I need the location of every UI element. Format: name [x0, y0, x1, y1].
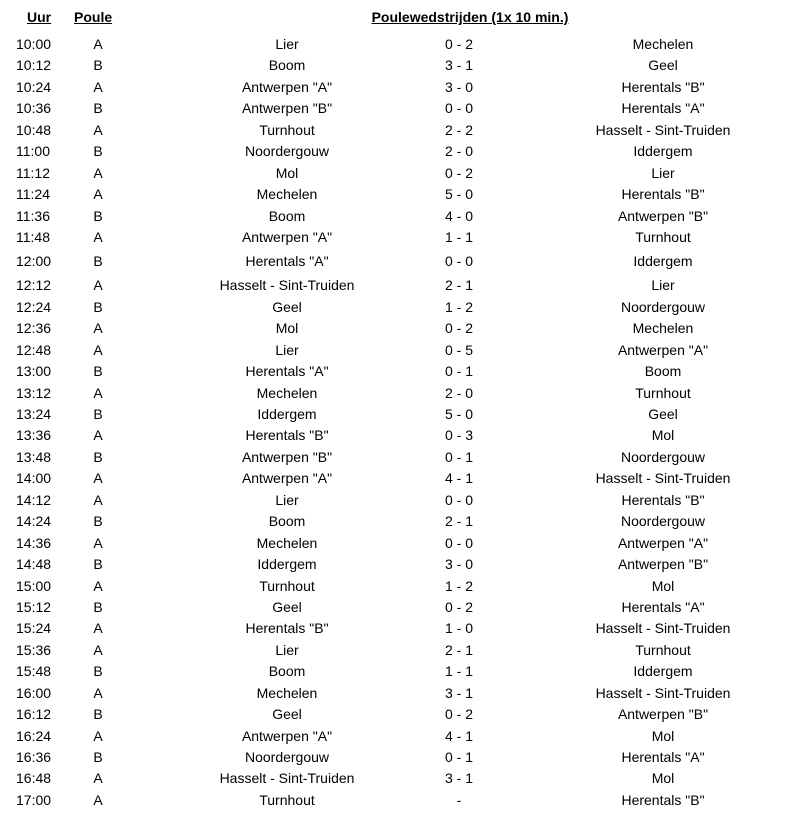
away-team: Boom: [644, 363, 682, 380]
match-poule: B: [93, 448, 103, 465]
away-team: Lier: [651, 164, 675, 181]
match-row: [0, 554, 796, 575]
match-time: 10:24: [16, 78, 52, 95]
home-team: Mechelen: [256, 186, 318, 203]
match-row: [0, 704, 796, 725]
match-row: [0, 447, 796, 468]
home-team: Iddergem: [257, 556, 317, 573]
match-poule: B: [93, 406, 103, 422]
match-row: [0, 683, 796, 704]
home-team: Herentals "A": [245, 363, 329, 380]
home-team: Boom: [268, 663, 306, 680]
match-row: [0, 533, 796, 554]
away-team: Geel: [648, 57, 678, 74]
home-team: Herentals "B": [245, 620, 329, 637]
home-team: Antwerpen "A": [241, 78, 333, 95]
home-team: Antwerpen "A": [241, 228, 333, 245]
match-score: 0 - 0: [444, 253, 473, 270]
match-poule: B: [93, 513, 103, 530]
away-team: Mechelen: [632, 320, 694, 337]
home-team: Turnhout: [259, 577, 315, 594]
home-team: Mol: [275, 164, 299, 181]
away-team: Herentals "A": [621, 100, 705, 117]
match-time: 16:00: [16, 684, 52, 701]
match-score: 1 - 2: [444, 577, 473, 594]
away-team: Lier: [651, 277, 675, 294]
home-team: Iddergem: [257, 406, 317, 422]
match-poule: A: [93, 491, 103, 508]
match-score: 1 - 1: [444, 663, 473, 680]
match-score: 4 - 0: [444, 207, 473, 224]
match-score: 3 - 0: [444, 78, 473, 95]
home-team: Hasselt - Sint-Truiden: [219, 277, 355, 294]
match-score: 0 - 1: [444, 448, 473, 465]
match-score: 4 - 1: [444, 470, 473, 487]
match-row: [0, 141, 796, 162]
match-time: 16:12: [16, 706, 52, 723]
home-team: Antwerpen "A": [241, 470, 333, 487]
away-team: Hasselt - Sint-Truiden: [595, 121, 731, 138]
match-poule: B: [93, 706, 103, 723]
match-time: 15:48: [16, 663, 52, 680]
match-poule: B: [93, 363, 103, 380]
column-header-poule: Poule: [74, 9, 113, 25]
match-score: 5 - 0: [444, 406, 473, 422]
away-team: Herentals "B": [621, 78, 705, 95]
match-poule: B: [93, 143, 103, 160]
match-time: 11:48: [16, 228, 50, 245]
match-score: 0 - 2: [444, 164, 473, 181]
match-score: 1 - 2: [444, 298, 473, 315]
match-score: 3 - 1: [444, 57, 473, 74]
match-poule: A: [93, 277, 103, 294]
match-time: 13:00: [16, 363, 52, 380]
away-team: Mol: [651, 427, 675, 444]
match-time: 16:36: [16, 749, 52, 765]
match-time: 11:12: [16, 164, 50, 181]
match-time: 10:12: [16, 57, 52, 74]
match-row: [0, 340, 796, 361]
match-time: 14:12: [16, 491, 52, 508]
match-poule: A: [93, 228, 103, 245]
match-poule: A: [93, 427, 103, 444]
away-team: Antwerpen "A": [617, 341, 709, 358]
match-row: [0, 425, 796, 446]
match-poule: B: [93, 253, 103, 270]
away-team: Antwerpen "B": [617, 706, 709, 723]
match-row: [0, 490, 796, 511]
home-team: Geel: [272, 598, 302, 615]
match-time: 16:24: [16, 727, 52, 744]
match-time: 13:36: [16, 427, 52, 444]
away-team: Turnhout: [635, 228, 691, 245]
match-row: [0, 184, 796, 205]
home-team: Geel: [272, 706, 302, 723]
home-team: Boom: [268, 57, 306, 74]
match-score: 2 - 1: [444, 277, 473, 294]
match-list: [0, 34, 796, 811]
match-row: [0, 163, 796, 184]
home-team: Antwerpen "B": [241, 100, 333, 117]
match-row: [0, 275, 796, 296]
home-team: Antwerpen "B": [241, 448, 333, 465]
match-poule: A: [93, 36, 103, 52]
match-time: 10:48: [16, 121, 52, 138]
home-team: Turnhout: [259, 121, 315, 138]
match-poule: A: [93, 791, 103, 808]
match-poule: B: [93, 298, 103, 315]
match-poule: A: [93, 78, 103, 95]
match-score: 4 - 1: [444, 727, 473, 744]
home-team: Antwerpen "A": [241, 727, 333, 744]
match-poule: B: [93, 749, 103, 765]
match-poule: A: [93, 121, 103, 138]
match-poule: A: [93, 684, 103, 701]
match-score: -: [456, 791, 462, 808]
away-team: Herentals "A": [621, 598, 705, 615]
match-time: 14:48: [16, 556, 52, 573]
match-poule: A: [93, 164, 103, 181]
home-team: Mechelen: [256, 534, 318, 551]
home-team: Lier: [275, 341, 299, 358]
match-score: 2 - 2: [444, 121, 473, 138]
home-team: Boom: [268, 207, 306, 224]
match-time: 11:24: [16, 186, 50, 203]
schedule-title: Poulewedstrijden (1x 10 min.): [371, 9, 569, 25]
match-score: 2 - 1: [444, 513, 473, 530]
match-row: [0, 55, 796, 76]
match-score: 0 - 2: [444, 36, 473, 52]
match-time: 14:36: [16, 534, 52, 551]
away-team: Hasselt - Sint-Truiden: [595, 620, 731, 637]
home-team: Mol: [275, 320, 299, 337]
match-poule: A: [93, 186, 103, 203]
away-team: Turnhout: [635, 384, 691, 401]
match-time: 10:00: [16, 36, 52, 52]
match-score: 0 - 5: [444, 341, 473, 358]
match-poule: A: [93, 770, 103, 787]
match-poule: A: [93, 641, 103, 658]
away-team: Mol: [651, 577, 675, 594]
match-time: 15:24: [16, 620, 52, 637]
away-team: Antwerpen "B": [617, 556, 709, 573]
match-time: 12:36: [16, 320, 52, 337]
match-row: [0, 404, 796, 425]
home-team: Geel: [272, 298, 302, 315]
away-team: Mol: [651, 727, 675, 744]
match-time: 16:48: [16, 770, 52, 787]
away-team: Iddergem: [633, 143, 693, 160]
away-team: Iddergem: [633, 663, 693, 680]
match-poule: B: [93, 556, 103, 573]
match-poule: A: [93, 384, 103, 401]
match-row: [0, 661, 796, 682]
match-score: 0 - 2: [444, 320, 473, 337]
match-score: 3 - 1: [444, 684, 473, 701]
away-team: Iddergem: [633, 253, 693, 270]
match-poule: B: [93, 663, 103, 680]
match-score: 0 - 1: [444, 749, 473, 765]
match-row: [0, 206, 796, 227]
match-time: 10:36: [16, 100, 52, 117]
match-score: 0 - 2: [444, 598, 473, 615]
match-row: [0, 98, 796, 119]
home-team: Herentals "A": [245, 253, 329, 270]
match-time: 11:36: [16, 207, 50, 224]
match-time: 15:00: [16, 577, 52, 594]
column-header-time: Uur: [27, 9, 52, 25]
match-row: [0, 768, 796, 789]
match-row: [0, 640, 796, 661]
away-team: Antwerpen "A": [617, 534, 709, 551]
match-score: 0 - 3: [444, 427, 473, 444]
match-time: 13:24: [16, 406, 52, 422]
match-score: 0 - 0: [444, 534, 473, 551]
match-score: 0 - 1: [444, 363, 473, 380]
home-team: Mechelen: [256, 684, 318, 701]
away-team: Turnhout: [635, 641, 691, 658]
match-row: [0, 318, 796, 339]
away-team: Noordergouw: [620, 448, 706, 465]
match-poule: A: [93, 341, 103, 358]
match-time: 13:12: [16, 384, 52, 401]
match-time: 15:12: [16, 598, 52, 615]
away-team: Noordergouw: [620, 513, 706, 530]
match-score: 2 - 1: [444, 641, 473, 658]
match-score: 0 - 0: [444, 491, 473, 508]
match-score: 5 - 0: [444, 186, 473, 203]
match-row: [0, 511, 796, 532]
match-row: [0, 468, 796, 489]
match-poule: B: [93, 598, 103, 615]
match-row: [0, 747, 796, 768]
match-poule: A: [93, 534, 103, 551]
home-team: Herentals "B": [245, 427, 329, 444]
match-score: 3 - 1: [444, 770, 473, 787]
match-row: [0, 383, 796, 404]
match-row: [0, 248, 796, 275]
match-time: 13:48: [16, 448, 52, 465]
match-poule: B: [93, 100, 103, 117]
match-poule: B: [93, 207, 103, 224]
match-poule: A: [93, 727, 103, 744]
match-time: 14:24: [16, 513, 52, 530]
match-row: [0, 120, 796, 141]
home-team: Lier: [275, 641, 299, 658]
match-row: [0, 77, 796, 98]
home-team: Turnhout: [259, 791, 315, 808]
away-team: Antwerpen "B": [617, 207, 709, 224]
match-time: 11:00: [16, 143, 50, 160]
home-team: Noordergouw: [244, 749, 330, 765]
home-team: Lier: [275, 491, 299, 508]
match-poule: A: [93, 470, 103, 487]
match-row: [0, 361, 796, 382]
match-score: 2 - 0: [444, 143, 473, 160]
match-poule: A: [93, 320, 103, 337]
match-poule: A: [93, 620, 103, 637]
away-team: Hasselt - Sint-Truiden: [595, 470, 731, 487]
match-row: [0, 597, 796, 618]
match-time: 12:48: [16, 341, 52, 358]
home-team: Hasselt - Sint-Truiden: [219, 770, 355, 787]
match-poule: B: [93, 57, 103, 74]
match-time: 17:00: [16, 791, 52, 808]
match-score: 3 - 0: [444, 556, 473, 573]
match-score: 0 - 2: [444, 706, 473, 723]
away-team: Herentals "B": [621, 491, 705, 508]
match-row: [0, 618, 796, 639]
away-team: Noordergouw: [620, 298, 706, 315]
home-team: Lier: [275, 36, 299, 52]
match-time: 12:24: [16, 298, 52, 315]
match-row: [0, 34, 796, 55]
match-score: 2 - 0: [444, 384, 473, 401]
match-time: 15:36: [16, 641, 52, 658]
match-score: 1 - 0: [444, 620, 473, 637]
match-time: 12:00: [16, 253, 52, 270]
match-row: [0, 297, 796, 318]
away-team: Herentals "B": [621, 186, 705, 203]
match-row: [0, 576, 796, 597]
match-poule: A: [93, 577, 103, 594]
match-score: 0 - 0: [444, 100, 473, 117]
match-row: [0, 227, 796, 248]
away-team: Hasselt - Sint-Truiden: [595, 684, 731, 701]
home-team: Noordergouw: [244, 143, 330, 160]
match-score: 1 - 1: [444, 228, 473, 245]
match-row: [0, 726, 796, 747]
match-time: 14:00: [16, 470, 52, 487]
away-team: Herentals "B": [621, 791, 705, 808]
away-team: Herentals "A": [621, 749, 705, 765]
away-team: Geel: [648, 406, 678, 422]
match-time: 12:12: [16, 277, 52, 294]
home-team: Boom: [268, 513, 306, 530]
home-team: Mechelen: [256, 384, 318, 401]
match-row: [0, 790, 796, 811]
away-team: Mechelen: [632, 36, 694, 52]
away-team: Mol: [651, 770, 675, 787]
